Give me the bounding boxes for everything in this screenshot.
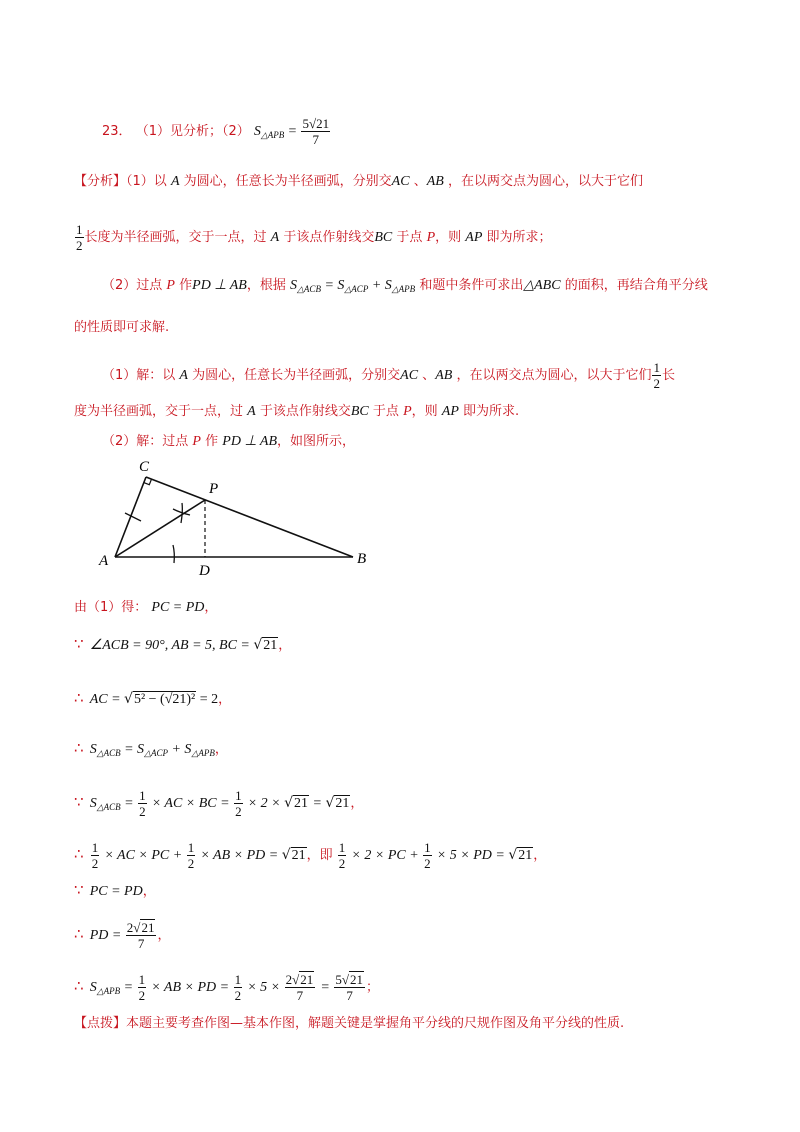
step-8: ∴ PD = $\frac{2√21}{7}$ ， xyxy=(74,920,171,951)
step-9: ∴ $S_{\triangle APB}$ = $\frac{1}{2}$ × AB × PD = $\frac{1}{2}$ × 5 × $\frac{2√21}{7}$ = $\frac{5√21}{7}$ ； xyxy=(74,972,379,1003)
step-1: 由（1）得： PC = PD， xyxy=(74,600,218,615)
tip-tag: 【点拨】 xyxy=(74,1016,127,1031)
label-A: A xyxy=(99,553,109,569)
step-6: ∴ $\frac{1}{2}$ × AC × PC + $\frac{1}{2}$ × AB × PD = √21，即 $\frac{1}{2}$ × 2 × PC + $\frac{1}{2}$ × 5 × PD = √21， xyxy=(74,840,547,871)
tip-line xyxy=(74,1014,624,1034)
step-4: ∴ $S_{\triangle ACB} = S_{\triangle ACP} + S_{\triangle APB}$， xyxy=(74,739,228,758)
question-number: 23． xyxy=(102,124,132,139)
answer-line: 23． （1）见分析；（2） $S_{\triangle APB}$ = $\frac{5√21}{7}$ xyxy=(102,116,330,147)
analysis-line-3: （2）过点 P 作PD ⊥ AB，根据 $S_{\triangle ACB} = S_{\triangle ACP} + S_{\triangle APB}$ 和题中条件可求出△ABC 的面积，再结合角平分线 xyxy=(102,278,708,294)
step-3: ∴ AC = √5² − (√21)² = 2， xyxy=(74,689,232,707)
analysis-line-2: $\frac{1}{2}$ 长度为半径画弧，交于一点，过 A 于该点作射线交BC 于点 P，则 AP 即为所求； xyxy=(76,222,552,253)
label-P: P xyxy=(209,481,219,497)
solution2-line: （2）解：过点 P 作 PD ⊥ AB，如图所示， xyxy=(102,434,356,449)
analysis-tag: 【分析】 xyxy=(74,174,127,189)
answer-formula-lhs: $S_{\triangle APB}$ xyxy=(253,124,285,140)
solution1-line-1: （1）解：以 A 为圆心，任意长为半径画弧，分别交AC 、AB ，在以两交点为圆心，以大于它们 $\frac{1}{2}$ 长 xyxy=(102,360,675,391)
step-2: ∵ ∠ACB = 90°, AB = 5, BC = √21， xyxy=(74,635,292,653)
solution1-line-2: 度为半径画弧，交于一点，过 A 于该点作射线交BC 于点 P，则 AP 即为所求. xyxy=(74,404,520,419)
analysis-line-1: 【分析】（1）以 A 为圆心，任意长为半径画弧，分别交AC 、AB ，在以两交点为圆心，以大于它们 xyxy=(74,174,643,189)
arc-mark-AB xyxy=(173,545,174,563)
step-7: ∵ PC = PD， xyxy=(74,881,156,899)
triangle-diagram xyxy=(95,455,385,585)
analysis-line-4: 的性质即可求解. xyxy=(74,320,170,335)
arc-mark-AC xyxy=(125,513,141,521)
segment-AP xyxy=(115,500,205,557)
label-C: C xyxy=(139,459,150,475)
answer-summary: （1）见分析；（2） xyxy=(135,124,250,139)
label-B: B xyxy=(357,551,367,567)
step-5: ∵ $S_{\triangle ACB}$ = $\frac{1}{2}$ × AC × BC = $\frac{1}{2}$ × 2 × √21 = √21， xyxy=(74,788,364,819)
answer-fraction: $\frac{5√21}{7}$ xyxy=(302,116,330,147)
label-D: D xyxy=(199,563,210,579)
segment-AC xyxy=(115,477,146,557)
tip-text: 本题主要考查作图—基本作图，解题关键是掌握角平分线的尺规作图及角平分线的性质. xyxy=(126,1016,625,1031)
